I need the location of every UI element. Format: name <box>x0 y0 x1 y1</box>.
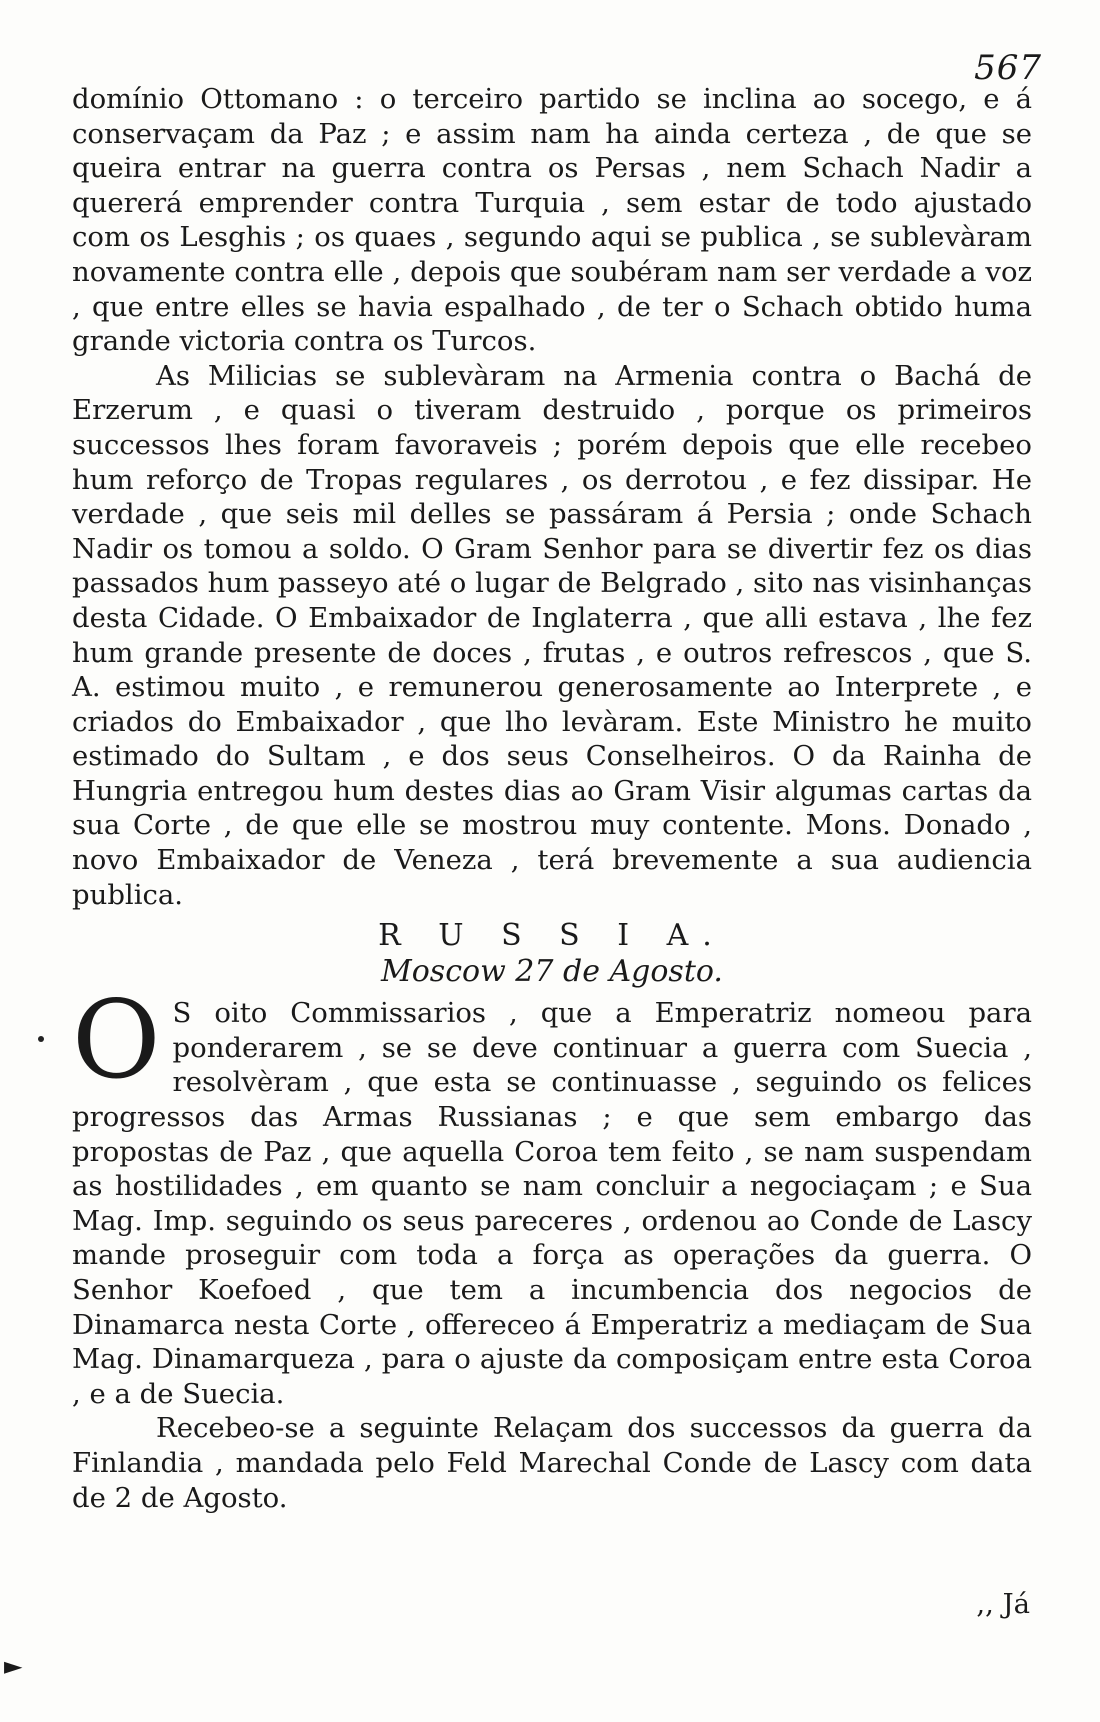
margin-arrow-mark: ► <box>4 1652 23 1680</box>
page-number: 567 <box>974 48 1042 88</box>
paragraph-armenia: As Milicias se sublevàram na Armenia contra o Bachá de Erzerum , e quasi o tiveram destruido , porque os primeiros successos lhes foram favoraveis ; porém depois que elle recebeo hum reforço de Tropas regulares , os derrotou , e fez dissipar. He verdade , que seis mil delles se passáram á Persia ; onde Schach Nadir os tomou a soldo. O Gram Senhor para se divertir fez os dias passados hum passeyo até o lugar de Belgrado , sito nas visinhanças desta Cidade. O Embaixador de Inglaterra , que alli estava , lhe fez hum grande presente de doces , frutas , e outros refrescos , que S. A. estimou muito , e remunerou generosamente ao Interprete , e criados do Embaixador , que lho levàram. Este Ministro he muito estimado do Sultam , e dos seus Conselheiros. O da Rainha de Hungria entregou hum destes dias ao Gram Visir algumas cartas da sua Corte , de que elle se mostrou muy contente. Mons. Donado , novo Embaixador de Veneza , terá brevemente a sua audiencia publica. <box>72 359 1032 911</box>
paragraph-commissarios-text: S oito Commissarios , que a Emperatriz nomeou para ponderarem , se se deve continuar a guerra com Suecia , resolvèram , que esta se continuasse , seguindo os felices progressos das Armas Russianas ; e que sem embargo das propostas de Paz , que aquella Coroa tem feito , se nam suspendam as hostilidades , em quanto se nam concluir a negociaçam ; e Sua Mag. Imp. seguindo os seus pareceres , ordenou ao Conde de Lascy mande proseguir com toda a força as operações da guerra. O Senhor Koefoed , que tem a incumbencia dos negocios de Dinamarca nesta Corte , offereceo á Emperatriz a mediaçam de Sua Mag. Dinamarqueza , para o ajuste da composiçam entre esta Coroa , e a de Suecia. <box>72 997 1032 1410</box>
catchword: ,, Já <box>976 1588 1030 1620</box>
paragraph-commissarios <box>72 978 1032 1411</box>
section-title-russia: R U S S I A. <box>378 918 726 954</box>
paragraph-ottoman: domínio Ottomano : o terceiro partido se inclina ao socego, e á conservaçam da Paz ; e assim nam ha ainda certeza , de que se queira entrar na guerra contra os Persas , nem Schach Nadir a quererá emprender contra Turquia , sem estar de todo ajustado com os Lesghis ; os quaes , segundo aqui se publica , se sublevàram novamente contra elle , depois que soubéram nam ser verdade a voz , que entre elles se havia espalhado , de ter o Schach obtido huma grande victoria contra os Turcos. <box>72 83 1032 358</box>
margin-dot <box>38 1036 44 1042</box>
body-text <box>72 82 1032 1515</box>
dateline-moscow: Moscow 27 de Agosto. <box>381 954 723 990</box>
paragraph-finlandia: Recebeo-se a seguinte Relaçam dos successos da guerra da Finlandia , mandada pelo Feld Marechal Conde de Lascy com data de 2 de Agosto. <box>72 1412 1032 1514</box>
drop-cap-letter: O <box>72 978 161 1104</box>
